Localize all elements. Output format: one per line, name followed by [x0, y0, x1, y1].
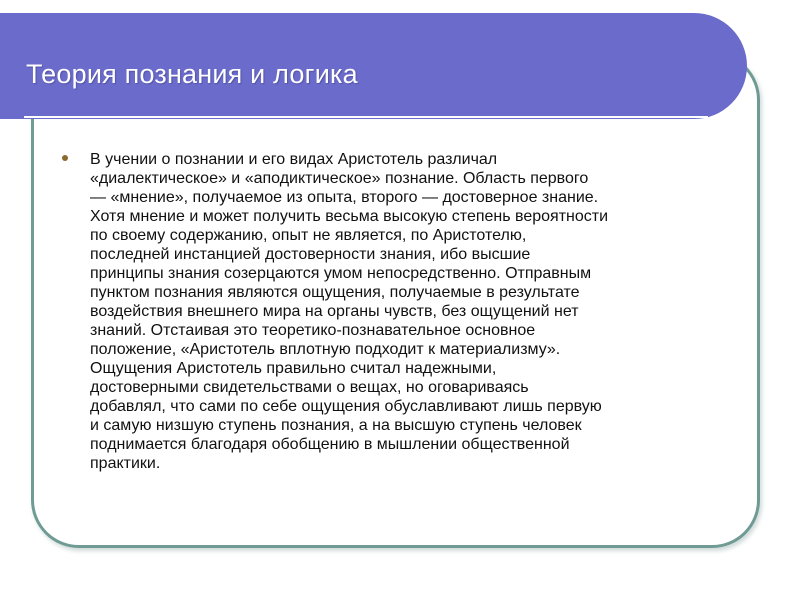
slide-title: Теория познания и логика — [26, 59, 358, 89]
title-underline — [24, 116, 708, 118]
bullet-icon — [62, 155, 68, 161]
slide-body-text: В учении о познании и его видах Аристотель различал «диалектическое» и «аподиктическое» познание. Область первого — «мнение», получаемое из опыта, второго — достоверное знание. Хотя мнение и может получить весьма высокую степень вероятности по своему содержанию, опыт не является, по Аристотелю, последней инстанцией достоверности знания, ибо высшие принципы знания созерцаются умом непосредственно. Отправным пунктом познания являются ощущения, получаемые в результате воздействия внешнего мира на органы чувств, без ощущений нет знаний. Отстаивая это теоретико-познавательное основное положение, «Аристотель вплотную подходит к материализму». Ощущения Аристотель правильно считал надежными, достоверными свидетельствами о вещах, но оговариваясь добавлял, что сами по себе ощущения обуславливают лишь первую и самую низшую ступень познания, а на высшую ступень человек поднимается благодаря обобщению в мышлении общественной практики. — [90, 151, 609, 472]
title-bar — [0, 13, 747, 119]
slide-content — [62, 150, 752, 473]
